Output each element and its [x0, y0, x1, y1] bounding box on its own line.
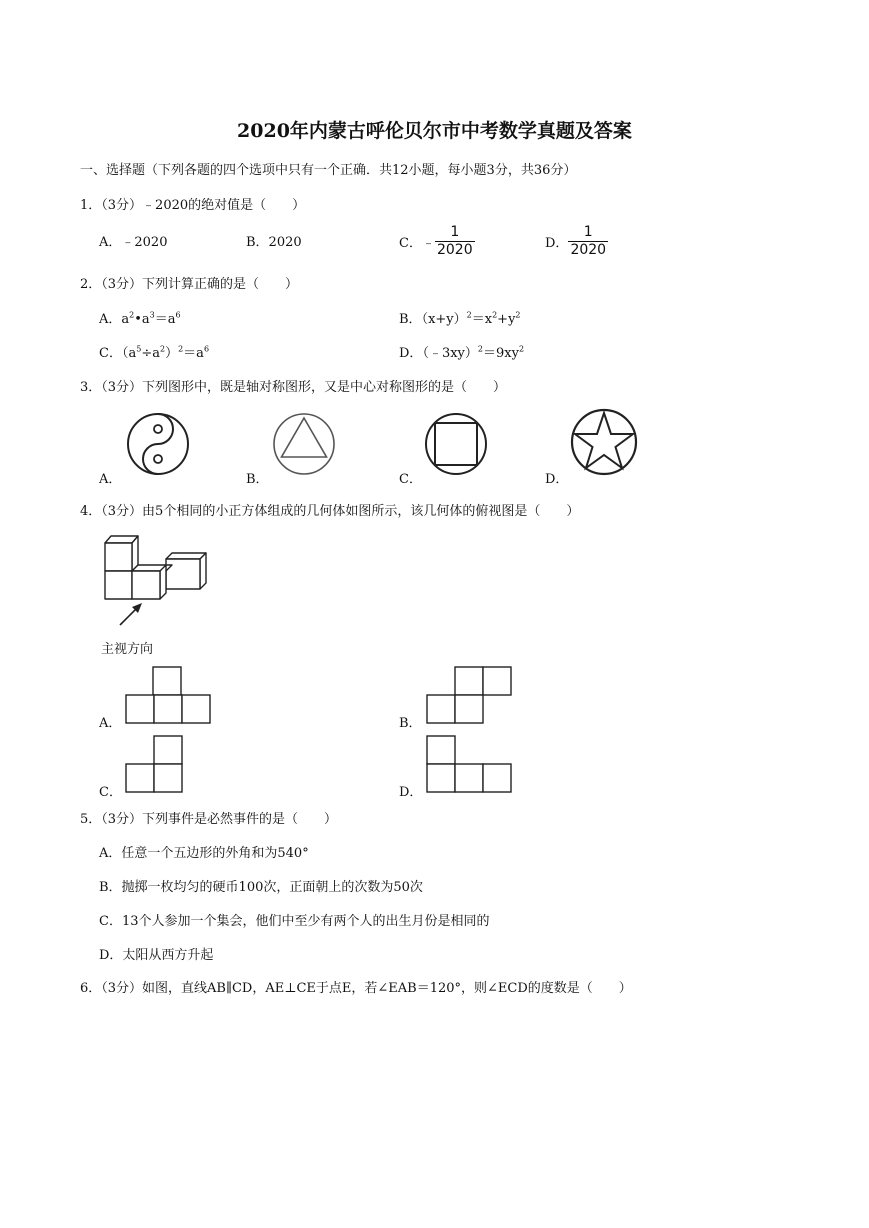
question-1-option-d — [545, 224, 608, 259]
question-2-stem: 2．（3分）下列计算正确的是（ ） — [80, 277, 299, 292]
question-2-option-d: D．$(﹣3xy)^2=9xy^2$ — [399, 344, 525, 361]
question-6-stem: 6．（3分）如图，直线AB∥CD，AE⊥CE于点E，若∠EAB＝120°，则∠ECD的度数是（ ） — [80, 981, 632, 996]
question-1-option-b: B．2020 — [246, 235, 302, 250]
view-direction-label: 主视方向 — [101, 642, 154, 657]
question-2-option-c: C．$(a^5\div a^2)^2=a^6$ — [99, 344, 210, 361]
top-view-option-b-figure — [426, 666, 512, 724]
option-label: D． — [399, 346, 423, 361]
option-label: D． — [545, 236, 569, 251]
fraction — [435, 224, 475, 259]
question-2-option-a: A．$a^2•a^3=a^6$ — [99, 310, 181, 327]
question-5-option-d: D．太阳从西方升起 — [99, 948, 214, 963]
fraction-numerator: 1 — [450, 224, 460, 240]
question-3-option-b: B． — [246, 472, 269, 487]
question-5-stem: 5．（3分）下列事件是必然事件的是（ ） — [80, 812, 338, 827]
question-1-option-c — [399, 224, 475, 259]
triangle-in-circle-figure — [272, 412, 336, 476]
top-view-option-d-figure — [426, 735, 512, 793]
fraction-denominator: 2020 — [570, 242, 607, 258]
option-label: C． — [399, 236, 422, 251]
page-title: 2020年内蒙古呼伦贝尔市中考数学真题及答案 — [237, 120, 632, 142]
question-3-option-a: A． — [99, 472, 122, 487]
square-in-circle-figure — [424, 412, 488, 476]
question-2-option-b: B．$(x+y)^2=x^2+y^2$ — [399, 310, 521, 327]
option-label: B． — [399, 312, 422, 327]
top-view-option-c-figure — [125, 735, 183, 793]
fraction-denominator: 2020 — [436, 242, 473, 258]
fraction-numerator: 1 — [583, 224, 593, 240]
minus-sign: ﹣ — [421, 236, 435, 251]
question-4-option-a: A． — [99, 716, 122, 731]
option-label: A． — [99, 312, 122, 327]
question-3-option-d: D． — [545, 472, 569, 487]
yin-yang-figure — [126, 412, 190, 476]
option-label: C． — [99, 346, 122, 361]
cubes-solid-figure — [98, 533, 210, 633]
question-5-option-a: A．任意一个五边形的外角和为540° — [99, 846, 309, 861]
question-1-option-a: A．﹣2020 — [99, 235, 168, 250]
question-4-option-b: B． — [399, 716, 422, 731]
question-1-stem: 1．（3分）﹣2020的绝对值是（ ） — [80, 198, 306, 213]
star-in-circle-figure — [570, 408, 638, 476]
question-3-option-c: C． — [399, 472, 422, 487]
question-5-option-c: C．13个人参加一个集会，他们中至少有两个人的出生月份是相同的 — [99, 914, 490, 929]
question-4-option-d: D． — [399, 785, 423, 800]
top-view-option-a-figure — [125, 666, 211, 724]
question-5-option-b: B．抛掷一枚均匀的硬币100次，正面朝上的次数为50次 — [99, 880, 423, 895]
fraction — [568, 224, 608, 259]
question-4-option-c: C． — [99, 785, 122, 800]
section-heading: 一、选择题（下列各题的四个选项中只有一个正确．共12小题，每小题3分，共36分） — [80, 163, 577, 178]
question-3-stem: 3．（3分）下列图形中，既是轴对称图形，又是中心对称图形的是（ ） — [80, 380, 507, 395]
question-4-stem: 4．（3分）由5个相同的小正方体组成的几何体如图所示，该几何体的俯视图是（ ） — [80, 504, 580, 519]
